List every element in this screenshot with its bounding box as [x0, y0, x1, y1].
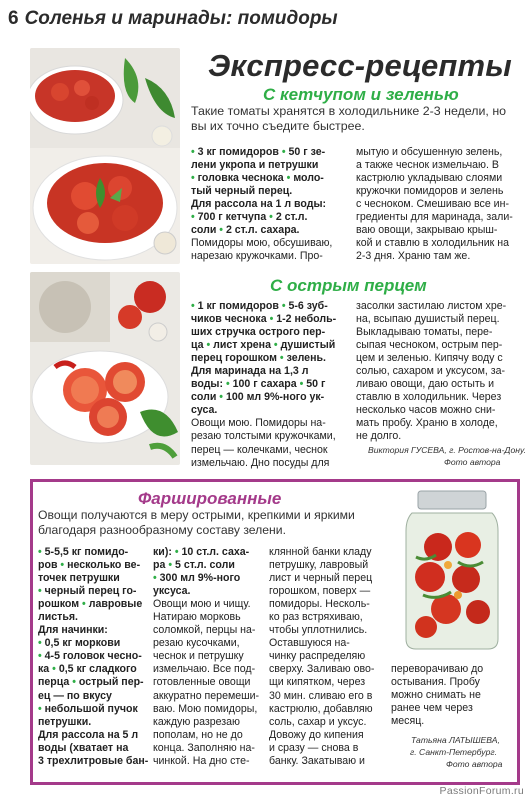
- page-number: 6: [8, 8, 19, 29]
- ingredient: 4-5 головок чесно-: [44, 650, 142, 663]
- text-line: не долго.: [356, 430, 402, 443]
- text-line: месяц.: [391, 715, 425, 728]
- text-line: [38, 637, 150, 650]
- text-line: переворачиваю до: [391, 663, 484, 675]
- recipe3-col4: [391, 663, 517, 728]
- bullet: •: [191, 146, 198, 158]
- text-line: гредиенты для маринада, зали-: [356, 211, 513, 224]
- photo-stuffed-tomatoes-jar: [388, 487, 516, 655]
- text-line: Довожу до кипения: [269, 728, 364, 741]
- ingredient: душистый: [280, 339, 336, 352]
- text-line: [153, 572, 265, 585]
- ingredient: 1 кг помидоров: [197, 300, 279, 312]
- recipe2-title: С острым перцем: [270, 276, 427, 295]
- ingredient: зелень.: [286, 352, 326, 365]
- text-line: Для рассола на 5 л: [38, 728, 139, 741]
- text-line: лени укропа и петрушки: [191, 159, 319, 172]
- text-line: ставлю в холодильник. Через: [356, 391, 502, 404]
- recipe1-col1: [191, 146, 351, 263]
- ingredient: 0,5 кг моркови: [44, 637, 121, 650]
- text-line: [191, 300, 351, 313]
- bullet: •: [79, 598, 89, 611]
- recipe3-col1: [38, 546, 150, 768]
- text-line: можно снимать не: [391, 689, 481, 702]
- recipe1-col2: [356, 146, 522, 263]
- bullet: •: [49, 663, 59, 676]
- ingredient: 50 г: [306, 378, 326, 391]
- ingredient: 100 мл 9%-ного ук-: [225, 391, 325, 404]
- text-line: соль, сахар и уксус.: [269, 715, 367, 728]
- text-line: сыпая чесноком, острым пер-: [356, 339, 503, 352]
- photo-hot-pepper-tomatoes: [30, 272, 180, 465]
- ingredient: чиков чеснока: [191, 313, 267, 326]
- text-line: петрушку, лавровый: [269, 559, 369, 572]
- ingredient: черный перец го-: [44, 585, 137, 598]
- text-line: [191, 313, 351, 326]
- text-line: банку. Закатываю и: [269, 754, 365, 767]
- bullet: •: [223, 378, 233, 391]
- text-line: [38, 598, 150, 611]
- ingredient: рошком: [38, 598, 80, 611]
- text-line: 30 мин. сливаю его в: [269, 689, 373, 702]
- text-line: [191, 352, 351, 365]
- ingredient: 10 ст.л. саха-: [181, 546, 250, 558]
- text-line: резаю кусочками,: [153, 637, 240, 650]
- text-line: Для маринада на 1,3 л: [191, 365, 309, 378]
- bullet: •: [191, 300, 198, 312]
- text-line: [191, 146, 351, 159]
- bullet: •: [266, 313, 277, 326]
- author-city: г. Ростов-на-Дону.: [449, 445, 527, 455]
- text-line: на, всыпаю душистый перец.: [356, 313, 500, 326]
- bullet: •: [38, 637, 45, 650]
- ingredient: 2 ст.л.: [275, 211, 308, 224]
- bullet: •: [266, 211, 276, 224]
- bullet: •: [216, 224, 226, 237]
- text-line: Для начинки:: [38, 624, 108, 637]
- text-line: уксуса.: [153, 585, 191, 598]
- ingredient: ка: [38, 663, 50, 676]
- bullet: •: [216, 391, 226, 404]
- recipe2-col2: [356, 300, 522, 444]
- text-line: ливаю овощи, даю остыть и: [356, 378, 495, 391]
- text-line: а также чеснок измельчаю. В: [356, 159, 499, 172]
- ingredient: 2 ст.л. сахара.: [225, 224, 300, 237]
- text-line: суса.: [191, 404, 218, 417]
- ingredient: лист хрена: [213, 339, 271, 352]
- ingredient: лавровые: [88, 598, 143, 611]
- text-line: остывания. Пробу: [391, 676, 480, 689]
- text-line: чинку распределяю: [269, 650, 366, 663]
- bullet: •: [171, 546, 182, 558]
- recipe2-author: [368, 444, 526, 456]
- bullet: •: [191, 172, 198, 185]
- text-line: горошком, поверх —: [269, 585, 371, 598]
- text-line: 2-3 дня. Храню там же.: [356, 250, 471, 263]
- text-line: резаю толстыми кружочками,: [191, 430, 336, 443]
- text-line: помидоры. Несколь-: [269, 598, 370, 611]
- recipe3-author: Татьяна ЛАТЫШЕВА,: [411, 735, 500, 745]
- recipe3-col2: [153, 546, 265, 768]
- text-line: конца. Заполняю на-: [153, 741, 255, 754]
- text-line: [38, 546, 150, 559]
- bullet: •: [38, 546, 45, 558]
- text-line: [153, 546, 265, 559]
- text-line: [38, 559, 150, 572]
- text-line: нарезаю кружочками. Про-: [191, 250, 323, 263]
- recipe3-intro: Овощи получаются в меру острыми, крепкими и яркими благодаря разнообразному составу зелени.: [38, 508, 355, 537]
- bullet: •: [278, 146, 289, 158]
- ingredient: перец горошком: [191, 352, 277, 365]
- text-line: лист и черный перец: [269, 572, 373, 585]
- ingredient: 1-2 неболь-: [276, 313, 337, 326]
- recipe2-photo-credit: Фото автора: [444, 457, 501, 467]
- text-line: [38, 585, 150, 598]
- ingredient: острый пер-: [78, 676, 144, 689]
- text-line: [38, 663, 150, 676]
- text-line: Овощи мою и чищу.: [153, 598, 251, 611]
- text-line: кой и ставлю в холодильник на: [356, 237, 509, 250]
- bullet: •: [38, 650, 45, 663]
- bullet: •: [191, 211, 198, 224]
- ingredient: соли: [191, 224, 217, 237]
- ingredient: 5 ст.л. соли: [174, 559, 235, 572]
- ingredient: 0,5 кг сладкого: [58, 663, 137, 676]
- text-line: Для рассола на 1 л воды:: [191, 198, 327, 211]
- ingredient: соли: [191, 391, 217, 404]
- text-line: ваю овощи, закрываю крыш-: [356, 224, 498, 237]
- ingredient: 5-6 зуб-: [288, 300, 328, 312]
- recipe3-col3: [269, 546, 384, 768]
- text-line: аккуратно перемеши-: [153, 689, 260, 702]
- ingredient: ров: [38, 559, 58, 572]
- text-line: ранее чем через: [391, 702, 473, 715]
- text-line: с чесноком. Смешиваю все ин-: [356, 198, 509, 211]
- text-line: петрушки.: [38, 715, 92, 728]
- bullet: •: [283, 172, 294, 185]
- ingredient: 3 кг помидоров: [197, 146, 279, 158]
- text-line: ших стручка острого пер-: [191, 326, 326, 339]
- text-line: ко раз встряхиваю,: [269, 611, 363, 624]
- text-line: измельчаю. Все под-: [153, 663, 256, 676]
- text-line: [191, 224, 351, 237]
- text-line: клянной банки кладу: [269, 546, 372, 558]
- recipe3-title: Фаршированные: [138, 489, 282, 508]
- bullet: •: [278, 300, 289, 312]
- bullet: •: [296, 378, 307, 391]
- text-line: Помидоры мою, обсушиваю,: [191, 237, 333, 250]
- recipe1-intro: Такие томаты хранятся в холодильнике 2-3 недели, но вы их точно съедите быстрее.: [191, 104, 507, 133]
- text-line: ец — по вкусу: [38, 689, 112, 702]
- ingredient: воды:: [191, 378, 224, 391]
- bullet: •: [57, 559, 68, 572]
- text-line: [191, 211, 351, 224]
- text-line: мытую и обсушенную зелень,: [356, 146, 503, 158]
- watermark: PassionForum.ru: [439, 785, 524, 797]
- page-header: [8, 8, 338, 30]
- recipe2-col1: [191, 300, 351, 470]
- ingredient: 50 г зе-: [288, 146, 326, 158]
- text-line: пополам, но не до: [153, 728, 243, 741]
- text-line: соломкой, перцы на-: [153, 624, 256, 637]
- author-name: Виктория ГУСЕВА,: [368, 445, 447, 455]
- ingredient: 700 г кетчупа: [197, 211, 267, 224]
- bullet: •: [38, 585, 45, 598]
- bullet: •: [153, 572, 160, 585]
- text-line: Выкладываю томаты, пере-: [356, 326, 493, 339]
- text-line: солью, сахаром и уксусом, за-: [356, 365, 506, 378]
- text-line: [191, 391, 351, 404]
- text-line: кастрюлю укладываю слоями: [356, 172, 503, 185]
- text-line: готовленные овощи: [153, 676, 251, 689]
- main-title: Экспресс-рецепты: [208, 48, 512, 83]
- photo-ketchup-tomatoes: [30, 48, 180, 264]
- text-line: чинкой. На дно сте-: [153, 754, 250, 767]
- text-line: Оставшуюся на-: [269, 637, 350, 650]
- ingredient: перца: [38, 676, 70, 689]
- text-line: воды (хватает на: [38, 741, 129, 754]
- bullet: •: [276, 352, 287, 365]
- section-title: Соленья и маринады: помидоры: [24, 8, 338, 29]
- text-line: каждую разрезаю: [153, 715, 240, 728]
- text-line: [38, 676, 150, 689]
- text-line: чеснок и петрушку: [153, 650, 244, 663]
- text-line: щи кипятком, через: [269, 676, 366, 689]
- text-line: кружочки помидоров и зелень: [356, 185, 504, 198]
- text-line: [191, 339, 351, 352]
- text-line: [191, 172, 351, 185]
- text-line: кастрюлю, добавляю: [269, 702, 373, 715]
- ingredient: 5-5,5 кг помидо-: [44, 546, 129, 558]
- bullet: •: [69, 676, 79, 689]
- recipe3-city: г. Санкт-Петербург.: [410, 747, 497, 757]
- text-line: засолки застилаю листом хре-: [356, 300, 507, 312]
- text-line: листья.: [38, 611, 78, 624]
- text-line: чтобы уплотнились.: [269, 624, 368, 637]
- ingredient: ки):: [153, 546, 172, 558]
- text-line: ваю. Мою помидоры,: [153, 702, 258, 715]
- bullet: •: [203, 339, 214, 352]
- text-line: 3 трехлитровые бан-: [38, 754, 149, 767]
- text-line: сверху. Заливаю ово-: [269, 663, 375, 676]
- text-line: Овощи мою. Помидоры на-: [191, 417, 326, 430]
- recipe1-title: С кетчупом и зеленью: [263, 85, 459, 104]
- text-line: [191, 378, 351, 391]
- ingredient: ра: [153, 559, 166, 572]
- ingredient: несколько ве-: [67, 559, 141, 572]
- text-line: измельчаю. Дно посуды для: [191, 456, 330, 469]
- text-line: цем и зеленью. Кипячу воду с: [356, 352, 503, 365]
- ingredient: головка чеснока: [197, 172, 284, 185]
- ingredient: 300 мл 9%-ного: [159, 572, 241, 585]
- bullet: •: [165, 559, 175, 572]
- ingredient: моло-: [293, 172, 324, 185]
- text-line: несколько часов можно сни-: [356, 404, 496, 417]
- text-line: мать пробу. Храню в холоде,: [356, 417, 498, 430]
- bullet: •: [270, 339, 281, 352]
- text-line: [153, 559, 265, 572]
- text-line: перец — колечками, чеснок: [191, 443, 328, 456]
- text-line: [38, 703, 150, 716]
- ingredient: ца: [191, 339, 204, 352]
- text-line: и сразу — снова в: [269, 741, 359, 754]
- text-line: тый черный перец.: [191, 185, 293, 198]
- text-line: точек петрушки: [38, 572, 120, 585]
- text-line: Натираю морковь: [153, 611, 241, 624]
- ingredient: 100 г сахара: [232, 378, 297, 391]
- bullet: •: [38, 702, 45, 715]
- recipe3-photo-credit: Фото автора: [446, 759, 503, 769]
- ingredient: небольшой пучок: [44, 702, 138, 715]
- text-line: [38, 650, 150, 663]
